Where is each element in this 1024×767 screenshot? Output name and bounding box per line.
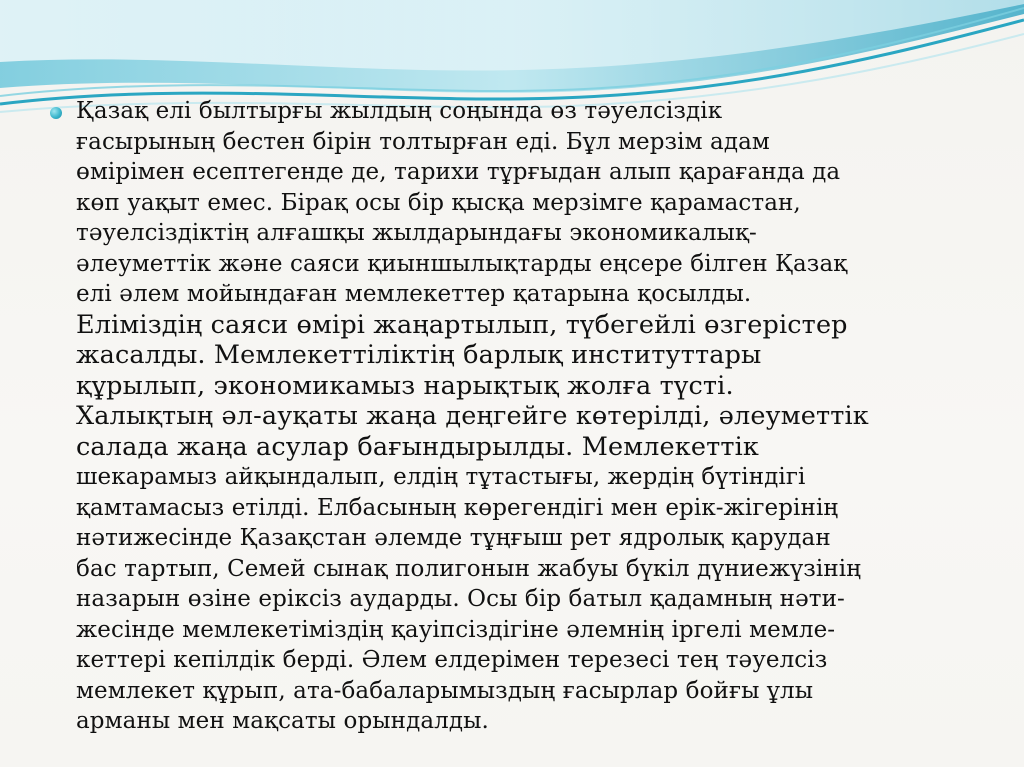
body-paragraph bbox=[76, 96, 869, 737]
paragraph-line: әлеуметтік және саяси қиыншылықтарды еңсере білген Қазақ bbox=[76, 250, 848, 277]
slide-content bbox=[50, 96, 990, 737]
paragraph-line: тәуелсіздіктің алғашқы жылдарындағы экономикалық- bbox=[76, 220, 757, 246]
bullet-item bbox=[50, 96, 990, 737]
paragraph-line: кеттері кепілдік берді. Әлем елдерімен терезесі тең тәуелсіз bbox=[76, 647, 828, 673]
paragraph-line: нәтижесінде Қазақстан әлемде тұңғыш рет ядролық қарудан bbox=[76, 525, 831, 551]
paragraph-line: көп уақыт емес. Бірақ осы бір қысқа мерзімге қарамастан, bbox=[76, 189, 801, 216]
paragraph-line: шекарамыз айқындалып, елдің тұтастығы, жердің бүтіндігі bbox=[76, 464, 806, 490]
paragraph-line: жасалды. Мемлекеттіліктің барлық институттары bbox=[76, 340, 762, 370]
paragraph-line: құрылып, экономикамыз нарықтық жолға түсті. bbox=[76, 370, 734, 401]
paragraph-line: Халықтың әл-ауқаты жаңа деңгейге көтерілді, әлеуметтік bbox=[76, 401, 869, 431]
paragraph-line: Еліміздің саяси өмірі жаңартылып, түбегейлі өзгерістер bbox=[76, 309, 848, 340]
paragraph-line: бас тартып, Семей сынақ полигонын жабуы бүкіл дүниежүзінің bbox=[76, 555, 862, 582]
paragraph-line: елі әлем мойындаған мемлекеттер қатарына қосылды. bbox=[76, 281, 752, 307]
paragraph-line: өмірімен есептегенде де, тарихи тұрғыдан алып қарағанда да bbox=[76, 159, 841, 185]
paragraph-line: Қазақ елі былтырғы жылдың соңында өз тәуелсіздік bbox=[76, 98, 723, 124]
paragraph-line: ғасырының бестен бірін толтырған еді. Бұл мерзім адам bbox=[76, 128, 770, 155]
paragraph-line: қамтамасыз етілді. Елбасының көрегендігі мен ерік-жігерінің bbox=[76, 494, 839, 521]
paragraph-line: назарын өзіне еріксіз аударды. Осы бір батыл қадамның нәти- bbox=[76, 586, 845, 612]
paragraph-line: жесінде мемлекетіміздің қауіпсіздігіне әлемнің іргелі мемле- bbox=[76, 616, 836, 643]
paragraph-line: арманы мен мақсаты орындалды. bbox=[76, 708, 489, 734]
paragraph-line: мемлекет құрып, ата-бабаларымыздың ғасырлар бойғы ұлы bbox=[76, 677, 814, 704]
paragraph-line: салада жаңа асулар бағындырылды. Мемлекеттік bbox=[76, 431, 760, 462]
round-bullet-icon bbox=[50, 107, 62, 119]
